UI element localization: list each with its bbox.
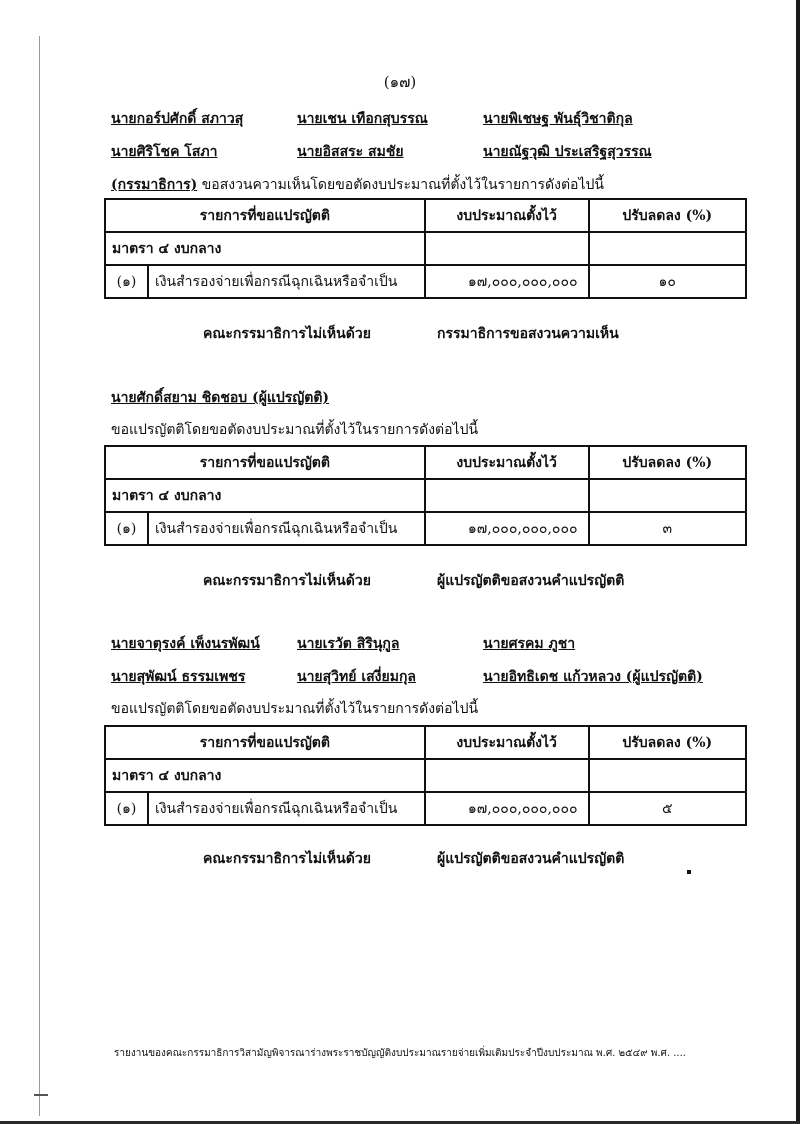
scan-margin-mark bbox=[34, 1094, 48, 1096]
block2-heading: นายศักดิ์สยาม ชิดชอบ (ผู้แปรญัตติ) bbox=[111, 390, 330, 406]
header-budget: งบประมาณตั้งไว้ bbox=[425, 726, 589, 759]
row-item: เงินสำรองจ่ายเพื่อกรณีฉุกเฉินหรือจำเป็น bbox=[148, 792, 425, 825]
member-name: นายสุพัฒน์ ธรรมเพชร bbox=[111, 669, 246, 685]
section-label: มาตรา ๔ งบกลาง bbox=[105, 232, 425, 265]
member-name: นายกอร์ปศักดิ์ สภาวสุ bbox=[111, 111, 244, 127]
header-cut: ปรับลดลง (%) bbox=[589, 726, 746, 759]
section-cut-empty bbox=[589, 479, 746, 512]
row-cut: ๕ bbox=[589, 792, 746, 825]
block3-intro: ขอแปรญัตติโดยขอตัดงบประมาณที่ตั้งไว้ในรายการดังต่อไปนี้ bbox=[111, 701, 479, 717]
table-row bbox=[105, 512, 746, 545]
block3-opinion-committee: คณะกรรมาธิการไม่เห็นด้วย bbox=[203, 851, 371, 867]
section-label: มาตรา ๔ งบกลาง bbox=[105, 759, 425, 792]
table-header-row bbox=[105, 726, 746, 759]
block1-intro bbox=[111, 174, 604, 196]
block2-intro: ขอแปรญัตติโดยขอตัดงบประมาณที่ตั้งไว้ในรายการดังต่อไปนี้ bbox=[111, 422, 479, 438]
page-number: (๑๗) bbox=[383, 73, 417, 91]
member-name: นายเรวัต สิรินุกูล bbox=[297, 636, 400, 652]
section-budget-empty bbox=[425, 759, 589, 792]
scan-edge-right bbox=[796, 0, 800, 1124]
row-index: (๑) bbox=[105, 265, 148, 298]
section-cut-empty bbox=[589, 232, 746, 265]
row-cut: ๓ bbox=[589, 512, 746, 545]
member-name: นายเชน เทือกสุบรรณ bbox=[297, 111, 428, 127]
row-amount: ๑๗,๐๐๐,๐๐๐,๐๐๐ bbox=[425, 792, 589, 825]
row-index: (๑) bbox=[105, 512, 148, 545]
row-cut: ๑๐ bbox=[589, 265, 746, 298]
row-item: เงินสำรองจ่ายเพื่อกรณีฉุกเฉินหรือจำเป็น bbox=[148, 265, 425, 298]
member-name: นายศรคม ภูชา bbox=[483, 636, 576, 652]
header-item: รายการที่ขอแปรญัตติ bbox=[105, 199, 425, 232]
page-footer: รายงานของคณะกรรมาธิการวิสามัญพิจารณาร่างพระราชบัญญัติงบประมาณรายจ่ายเพิ่มเติมประจำปีงบประมาณ พ.ศ. ๒๕๔๙ พ.ศ. .... bbox=[114, 1048, 686, 1059]
member-name: นายอิสสระ สมชัย bbox=[297, 144, 404, 160]
header-cut: ปรับลดลง (%) bbox=[589, 199, 746, 232]
table-section-row bbox=[105, 232, 746, 265]
block1-opinion-member: กรรมาธิการขอสงวนความเห็น bbox=[437, 326, 619, 342]
member-name: นายณัฐวุฒิ ประเสริฐสุวรรณ bbox=[483, 144, 652, 160]
member-name: นายพิเชษฐ พันธุ์วิชาติกุล bbox=[483, 111, 633, 127]
section-label: มาตรา ๔ งบกลาง bbox=[105, 479, 425, 512]
header-item: รายการที่ขอแปรญัตติ bbox=[105, 726, 425, 759]
header-budget: งบประมาณตั้งไว้ bbox=[425, 446, 589, 479]
member-name: นายสุวิทย์ เสงี่ยมกุล bbox=[297, 669, 416, 685]
header-item: รายการที่ขอแปรญัตติ bbox=[105, 446, 425, 479]
block3-amendment-table bbox=[104, 725, 747, 826]
member-name: นายจาตุรงค์ เพ็งนรพัฒน์ bbox=[111, 636, 260, 652]
table-row bbox=[105, 265, 746, 298]
header-cut: ปรับลดลง (%) bbox=[589, 446, 746, 479]
block3-opinion-member: ผู้แปรญัตติขอสงวนคำแปรญัตติ bbox=[437, 851, 625, 867]
member-name: นายศิริโชค โสภา bbox=[111, 144, 218, 160]
block1-opinion-committee: คณะกรรมาธิการไม่เห็นด้วย bbox=[203, 326, 371, 342]
member-name: นายอิทธิเดช แก้วหลวง (ผู้แปรญัตติ) bbox=[483, 669, 703, 685]
table-header-row bbox=[105, 199, 746, 232]
section-budget-empty bbox=[425, 479, 589, 512]
row-amount: ๑๗,๐๐๐,๐๐๐,๐๐๐ bbox=[425, 265, 589, 298]
scan-speck bbox=[687, 870, 691, 874]
section-budget-empty bbox=[425, 232, 589, 265]
block1-amendment-table bbox=[104, 198, 747, 299]
table-header-row bbox=[105, 446, 746, 479]
table-row bbox=[105, 792, 746, 825]
row-index: (๑) bbox=[105, 792, 148, 825]
row-amount: ๑๗,๐๐๐,๐๐๐,๐๐๐ bbox=[425, 512, 589, 545]
row-item: เงินสำรองจ่ายเพื่อกรณีฉุกเฉินหรือจำเป็น bbox=[148, 512, 425, 545]
scan-margin-line bbox=[39, 36, 40, 1116]
section-cut-empty bbox=[589, 759, 746, 792]
block1-intro-text: ขอสงวนความเห็นโดยขอตัดงบประมาณที่ตั้งไว้ในรายการดังต่อไปนี้ bbox=[197, 177, 604, 193]
block2-opinion-committee: คณะกรรมาธิการไม่เห็นด้วย bbox=[203, 573, 371, 589]
table-section-row bbox=[105, 479, 746, 512]
block2-amendment-table bbox=[104, 445, 747, 546]
table-section-row bbox=[105, 759, 746, 792]
block2-opinion-member: ผู้แปรญัตติขอสงวนคำแปรญัตติ bbox=[437, 573, 625, 589]
block1-intro-prefix: (กรรมาธิการ) bbox=[111, 177, 198, 193]
header-budget: งบประมาณตั้งไว้ bbox=[425, 199, 589, 232]
